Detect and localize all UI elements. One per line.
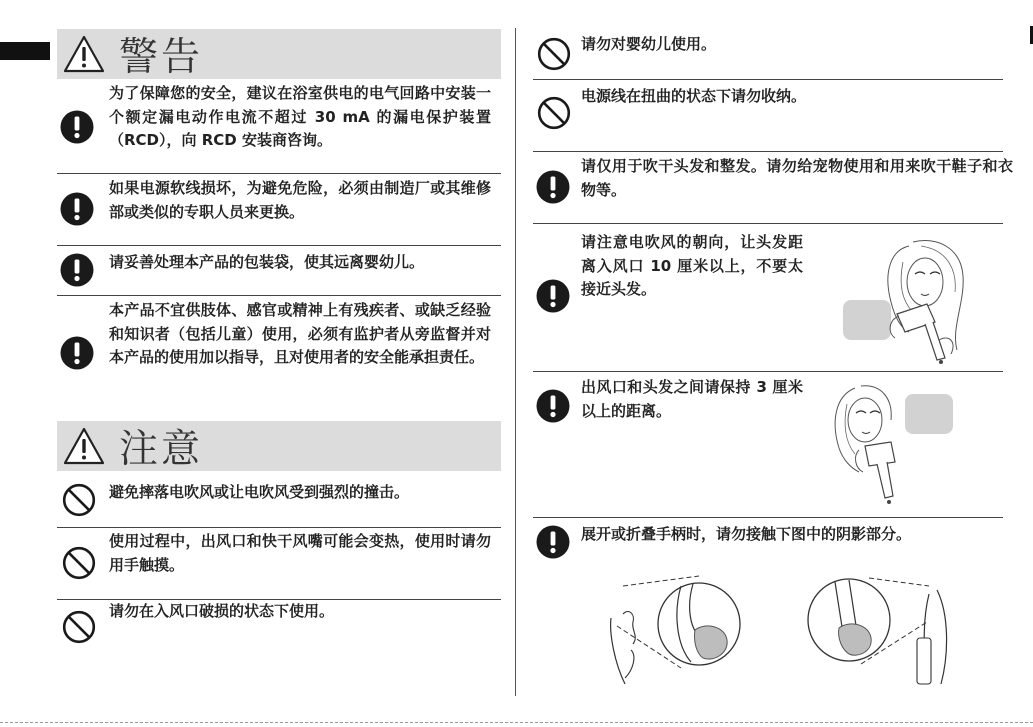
caution-item [533,82,1003,150]
caution-item-text: 展开或折叠手柄时，请勿接触下图中的阴影部分。 [581,525,912,543]
caution-item [533,154,1013,222]
hair-dryer-distance-illustration [825,380,959,512]
exclamation-icon [536,170,570,204]
prohibition-icon [62,610,96,644]
exclamation-icon [60,110,94,144]
warning-title: 警告 [119,35,204,80]
caution-item-text: 使用过程中，出风口和快干风嘴可能会变热，使用时请勿用手触摸。 [109,532,491,574]
caution-title: 注意 [119,427,204,472]
item-divider [533,223,1003,224]
warning-item [57,248,501,294]
item-divider [57,173,501,174]
warning-item [57,298,501,408]
exclamation-icon [60,253,94,287]
item-divider [57,245,501,246]
item-divider [57,527,501,528]
caution-item-text: 请勿对婴幼儿使用。 [581,35,717,53]
handle-hinge-illustration [603,574,743,689]
caution-item [57,530,501,598]
item-divider [533,151,1003,152]
exclamation-icon [60,336,94,370]
exclamation-icon [536,389,570,423]
warning-item-text: 为了保障您的安全，建议在浴室供电的电气回路中安装一个额定漏电动作电流不超过 30 mA 的漏电保护装置（RCD），向 RCD 安装商咨询。 [109,84,491,149]
page-bottom-rule [0,722,1033,723]
item-divider [533,371,1003,372]
caution-item-text: 电源线在扭曲的状态下请勿收纳。 [581,87,807,105]
warning-item-text: 如果电源软线损坏，为避免危险，必须由制造厂或其维修部或类似的专职人员来更换。 [109,179,491,221]
caution-item [533,226,1003,370]
warning-triangle-icon [63,426,105,466]
warning-item [57,176,501,244]
caution-item-text: 请注意电吹风的朝向，让头发距离入风口 10 厘米以上，不要太接近头发。 [581,233,803,298]
caution-item-text: 请仅用于吹干头发和整发。请勿给宠物使用和用来吹干鞋子和衣物等。 [581,157,1013,199]
hair-dryer-distance-illustration [839,232,969,367]
caution-header [57,421,501,471]
section-tab-marker [0,42,50,60]
exclamation-icon [60,192,94,226]
caution-item [57,474,501,526]
warning-header [57,29,501,79]
prohibition-icon [537,37,571,71]
item-divider [533,517,1003,518]
item-divider [57,295,501,296]
warning-item-text: 请妥善处理本产品的包装袋，使其远离婴幼儿。 [109,253,425,271]
handle-hinge-illustration [799,574,959,689]
prohibition-icon [62,546,96,580]
caution-item [533,374,1003,516]
caution-item-text: 请勿在入风口破损的状态下使用。 [109,602,335,620]
prohibition-icon [537,96,571,130]
warning-item-text: 本产品不宜供肢体、感官或精神上有残疾者、或缺乏经验和知识者（包括儿童）使用，必须有监护者从旁监督并对本产品的使用加以指导，且对使用者的安全能承担责任。 [109,301,491,366]
column-divider [515,28,516,696]
caution-item-text: 避免摔落电吹风或让电吹风受到强烈的撞击。 [109,483,410,501]
caution-item [533,28,1003,78]
item-divider [533,79,1003,80]
caution-item [533,520,1003,690]
caution-item-text: 出风口和头发之间请保持 3 厘米以上的距离。 [581,378,803,420]
exclamation-icon [536,279,570,313]
prohibition-icon [62,483,96,517]
exclamation-icon [536,525,570,559]
warning-item [57,82,501,172]
caution-item [57,602,501,654]
warning-triangle-icon [63,34,105,74]
